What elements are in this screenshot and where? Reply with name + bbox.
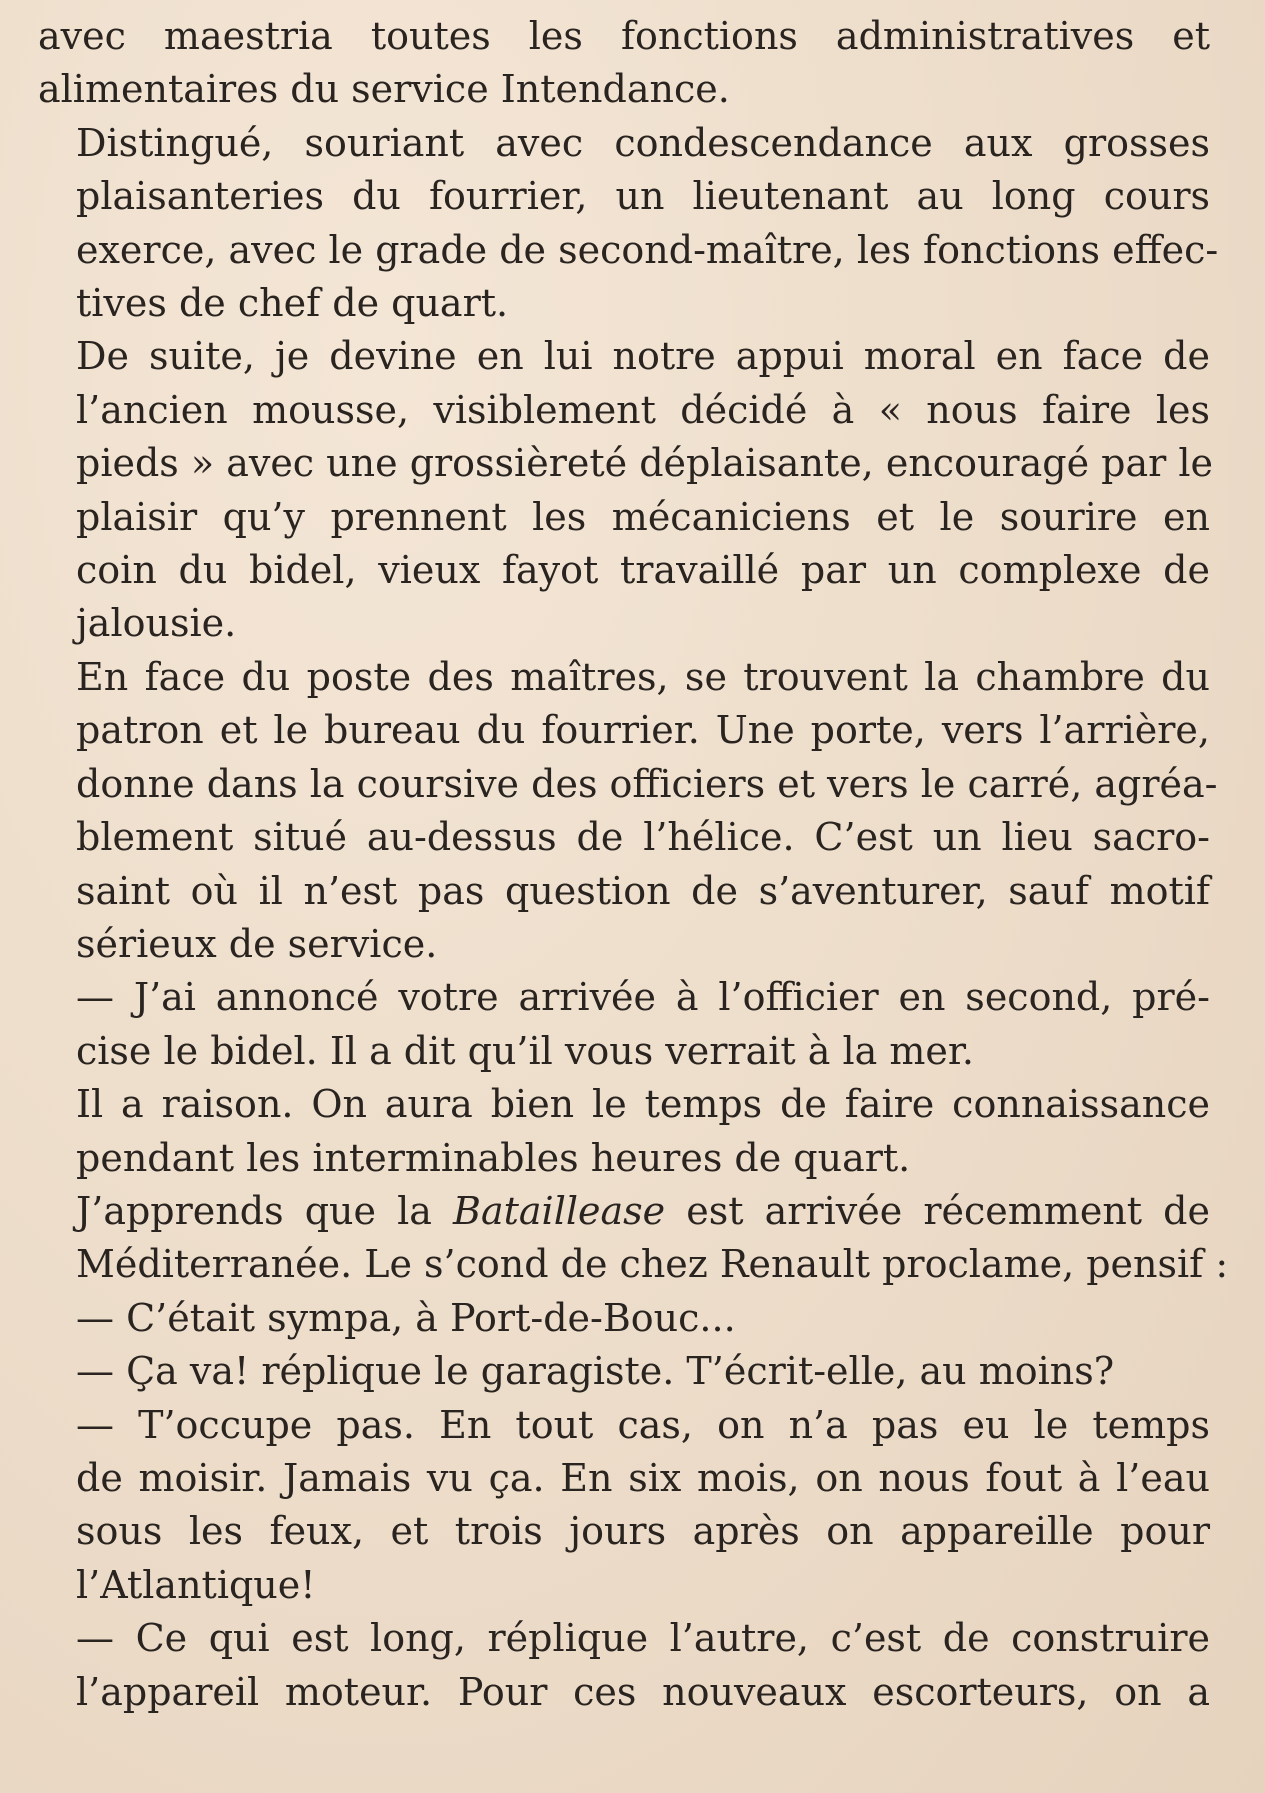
- paragraph-4: [38, 651, 1218, 971]
- text-line: De suite, je devine en lui notre appui moral en face de: [76, 334, 1210, 379]
- text-line: coin du bidel, vieux fayot travaillé par un complexe de: [76, 548, 1210, 593]
- text-line: plaisir qu’y prennent les mécaniciens et le sourire en: [76, 494, 1210, 539]
- text-line: exerce, avec le grade de second-maître, les fonctions effec-: [76, 227, 1219, 272]
- text-line: pendant les interminables heures de quart.: [76, 1135, 911, 1180]
- text-line: saint où il n’est pas question de s’aventurer, sauf motif: [76, 868, 1210, 913]
- paragraph-2: [38, 117, 1219, 331]
- paragraph-6: [38, 1078, 1210, 1185]
- text-line: — T’occupe pas. En tout cas, on n’a pas eu le temps: [76, 1402, 1210, 1447]
- text-line: sous les feux, et trois jours après on appareille pour: [76, 1509, 1210, 1554]
- paragraph-11: [38, 1612, 1210, 1719]
- ship-name-italic: Bataillease: [453, 1188, 666, 1233]
- text-line: avec maestria toutes les fonctions administratives et: [38, 14, 1210, 58]
- book-page: [38, 10, 1229, 1719]
- text-line: Distingué, souriant avec condescendance aux grosses: [76, 120, 1210, 165]
- text-line: l’ancien mousse, visiblement décidé à « nous faire les: [76, 387, 1210, 432]
- text-line: tives de chef de quart.: [76, 281, 509, 326]
- text-line: pieds » avec une grossièreté déplaisante, encouragé par le: [76, 441, 1214, 486]
- paragraph-10: [38, 1399, 1210, 1613]
- text-line: — Ce qui est long, réplique l’autre, c’est de construire: [76, 1616, 1210, 1661]
- paragraph-3: [38, 330, 1214, 650]
- text-line: En face du poste des maîtres, se trouvent la chambre du: [76, 654, 1210, 699]
- text-line: jalousie.: [76, 601, 237, 646]
- paragraph-9: [38, 1345, 1210, 1398]
- paragraph-1: [38, 10, 1210, 117]
- paragraph-8: [38, 1292, 1210, 1345]
- text-line: de moisir. Jamais vu ça. En six mois, on nous fout à l’eau: [76, 1455, 1210, 1500]
- text-line: cise le bidel. Il a dit qu’il vous verrait à la mer.: [76, 1028, 974, 1073]
- text-line: plaisanteries du fourrier, un lieutenant au long cours: [76, 174, 1210, 219]
- text-line: — J’ai annoncé votre arrivée à l’officier en second, pré-: [76, 975, 1210, 1020]
- paragraph-5: [38, 971, 1210, 1078]
- text-line: Il a raison. On aura bien le temps de faire connaissance: [76, 1082, 1210, 1127]
- text-line: alimentaires du service Intendance.: [38, 67, 730, 112]
- text-line: l’Atlantique!: [76, 1562, 316, 1607]
- text-line: Méditerranée. Le s’cond de chez Renault proclame, pensif :: [76, 1242, 1229, 1287]
- text-line-with-italic: J’apprends que la Bataillease est arrivée récemment de: [76, 1188, 1210, 1233]
- text-line: l’appareil moteur. Pour ces nouveaux escorteurs, on a: [76, 1669, 1210, 1714]
- text-line: — C’était sympa, à Port-de-Bouc...: [76, 1295, 736, 1340]
- text-line: blement situé au-dessus de l’hélice. C’est un lieu sacro-: [76, 815, 1210, 860]
- paragraph-7: [38, 1185, 1229, 1292]
- text-line: sérieux de service.: [76, 921, 438, 966]
- text-line: donne dans la coursive des officiers et vers le carré, agréa-: [76, 761, 1218, 806]
- text-line: — Ça va! réplique le garagiste. T’écrit-elle, au moins?: [76, 1349, 1115, 1394]
- text-line: patron et le bureau du fourrier. Une porte, vers l’arrière,: [76, 708, 1210, 753]
